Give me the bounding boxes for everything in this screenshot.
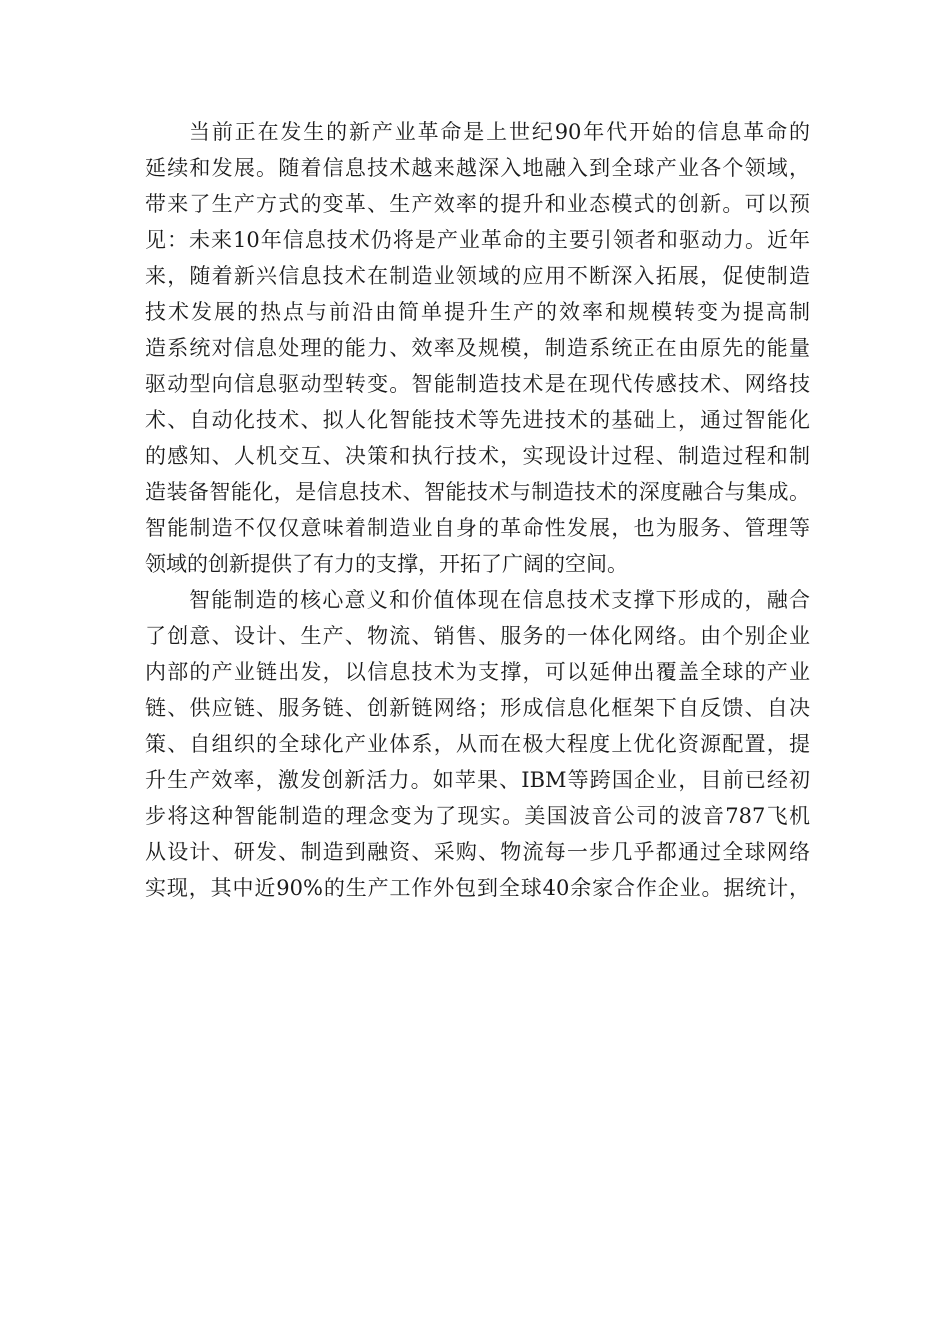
body-text — [145, 115, 810, 907]
paragraph-line: 驱动型向信息驱动型转变。智能制造技术是在现代传感技术、网络技 — [145, 372, 810, 396]
paragraph-line: 技术发展的热点与前沿由简单提升生产的效率和规模转变为提高制 — [145, 300, 810, 324]
paragraph-line: 来，随着新兴信息技术在制造业领域的应用不断深入拓展，促使制造 — [145, 264, 810, 288]
paragraph-line: 从设计、研发、制造到融资、采购、物流每一步几乎都通过全球网络 — [145, 840, 810, 864]
paragraph-line: 的感知、人机交互、决策和执行技术，实现设计过程、制造过程和制 — [145, 444, 810, 468]
paragraph-line: 步将这种智能制造的理念变为了现实。美国波音公司的波音787飞机 — [145, 804, 810, 828]
paragraph-line: 术、自动化技术、拟人化智能技术等先进技术的基础上，通过智能化 — [145, 408, 810, 432]
paragraph-line: 当前正在发生的新产业革命是上世纪90年代开始的信息革命的 — [189, 120, 810, 144]
paragraph-line: 策、自组织的全球化产业体系，从而在极大程度上优化资源配置，提 — [145, 732, 810, 756]
paragraph-line: 链、供应链、服务链、创新链网络；形成信息化框架下自反馈、自决 — [145, 696, 810, 720]
paragraph-line: 领域的创新提供了有力的支撑，开拓了广阔的空间。 — [145, 552, 628, 576]
paragraph-line: 智能制造不仅仅意味着制造业自身的革命性发展，也为服务、管理等 — [145, 516, 810, 540]
paragraph-line: 延续和发展。随着信息技术越来越深入地融入到全球产业各个领域， — [145, 156, 810, 180]
paragraph-line: 见：未来10年信息技术仍将是产业革命的主要引领者和驱动力。近年 — [145, 228, 810, 252]
paragraph-1 — [145, 115, 810, 581]
paragraph-2 — [145, 583, 810, 905]
paragraph-line: 带来了生产方式的变革、生产效率的提升和业态模式的创新。可以预 — [145, 192, 810, 216]
paragraph-line: 升生产效率，激发创新活力。如苹果、IBM等跨国企业，目前已经初 — [145, 768, 810, 792]
paragraph-line: 造装备智能化，是信息技术、智能技术与制造技术的深度融合与集成。 — [145, 480, 810, 504]
paragraph-line: 造系统对信息处理的能力、效率及规模，制造系统正在由原先的能量 — [145, 336, 810, 360]
paragraph-line: 智能制造的核心意义和价值体现在信息技术支撑下形成的，融合 — [189, 588, 810, 612]
paragraph-line: 内部的产业链出发，以信息技术为支撑，可以延伸出覆盖全球的产业 — [145, 660, 810, 684]
paragraph-line: 了创意、设计、生产、物流、销售、服务的一体化网络。由个别企业 — [145, 624, 810, 648]
paragraph-line: 实现，其中近90%的生产工作外包到全球40余家合作企业。据统计， — [145, 876, 810, 900]
